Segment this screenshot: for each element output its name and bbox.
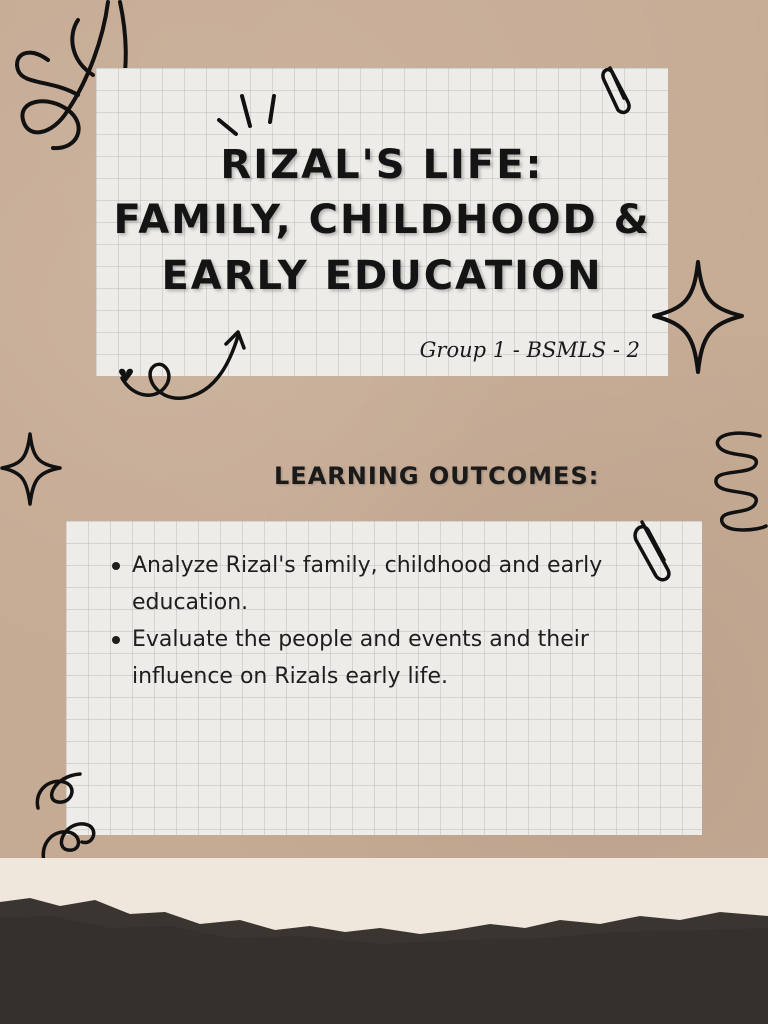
outcome-text: Evaluate the people and events and their influence on Rizals early life. (132, 627, 589, 689)
bullet-icon (112, 562, 120, 570)
sparkle-star-icon (0, 430, 64, 508)
sparkle-star-icon (650, 258, 746, 376)
group-label: Group 1 - BSMLS - 2 (419, 338, 640, 362)
outcome-text: Analyze Rizal's family, childhood and early education. (132, 553, 603, 615)
list-item (110, 621, 610, 695)
page-title-line-1: RIZAL'S LIFE: (220, 142, 544, 188)
paperclip-icon (598, 58, 642, 118)
page-title-line-3: EARLY EDUCATION (161, 253, 603, 299)
outcomes-list (110, 547, 610, 695)
paperclip-icon (630, 512, 684, 584)
section-heading: LEARNING OUTCOMES: (274, 462, 600, 490)
list-item (110, 547, 610, 621)
spiral-doodle-icon (700, 428, 768, 538)
burst-lines-icon (214, 92, 284, 140)
torn-paper-strip (0, 858, 768, 1024)
arrow-loop-doodle-icon (112, 322, 252, 406)
spiral-doodle-icon (24, 772, 104, 864)
bullet-icon (112, 636, 120, 644)
page-title-line-2: FAMILY, CHILDHOOD & (113, 197, 651, 243)
